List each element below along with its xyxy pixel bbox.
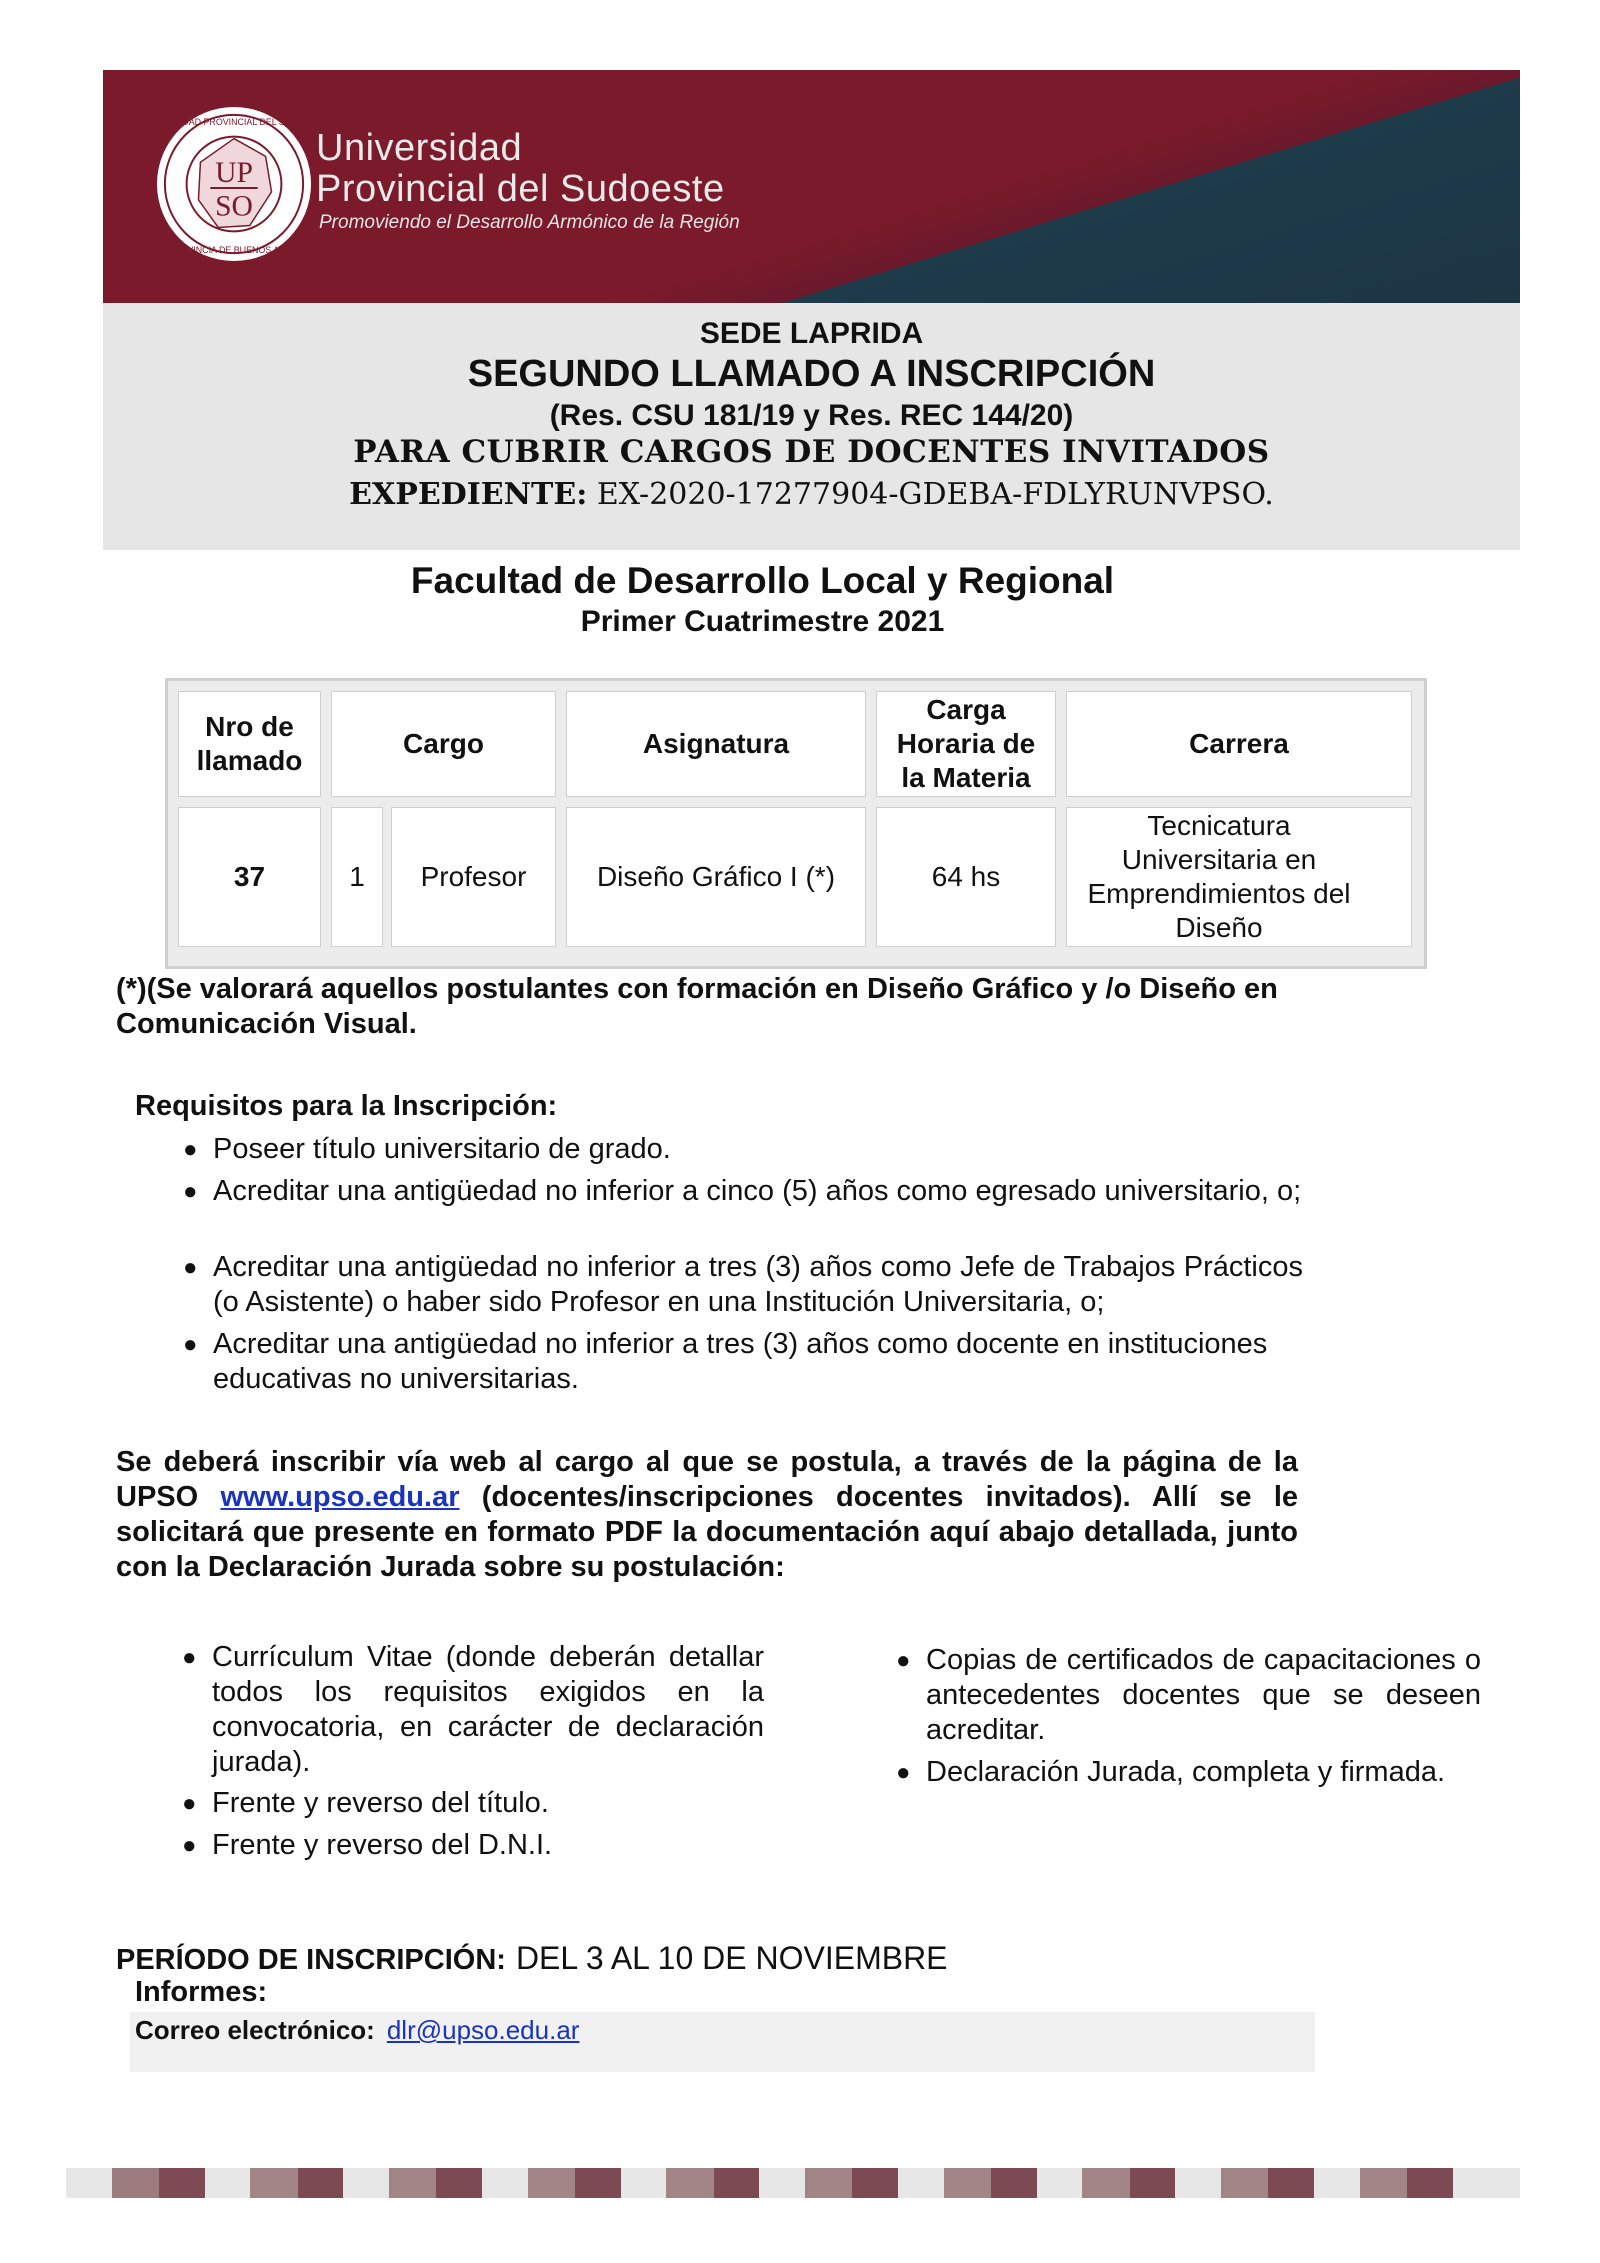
call-title-box (103, 303, 1520, 550)
header-carrera: Carrera (1066, 691, 1412, 797)
svg-text:UP: UP (215, 157, 253, 190)
cell-cargo: Profesor (391, 807, 556, 947)
document-item: ● Declaración Jurada, completa y firmada. (896, 1756, 1446, 1788)
email-link[interactable]: dlr@upso.edu.ar (386, 2015, 580, 2045)
positions-table (165, 678, 1427, 969)
svg-text:UNIVERSIDAD PROVINCIAL DEL SUD: UNIVERSIDAD PROVINCIAL DEL SUDOESTE (140, 116, 328, 127)
contact-email-line (135, 2015, 579, 2046)
registration-instructions: Se deberá inscribir vía web al cargo al que se postula, a través de la página de la UPSO www.upso.edu.ar (docentes/inscripciones docentes invitados). Allí se le solicitará que presente en formato PDF la documentación aquí abajo detallada, junto con la Declaración Jurada sobre su postulación: (116, 1446, 1299, 1583)
header-cargo: Cargo (331, 691, 556, 797)
document-item: ● Frente y reverso del D.N.I. (182, 1829, 553, 1861)
requirements-title: Requisitos para la Inscripción: (135, 1090, 558, 1122)
svg-text:SO: SO (215, 190, 253, 223)
sede-heading: SEDE LAPRIDA (699, 317, 924, 350)
registration-period (116, 1940, 948, 1977)
university-seal-logo (140, 105, 328, 263)
expediente-value: EX-2020-17277904-GDEBA-FDLYRUNVPSO. (587, 477, 1274, 512)
requirement-item: ● Acreditar una antigüedad no inferior a cinco (5) años como egresado universitario, o; (183, 1175, 1302, 1207)
table-footnote: (*)(Se valorará aquellos postulantes con formación en Diseño Gráfico y /o Diseño en Comunicación Visual. (116, 973, 1278, 1040)
document-item: ● Frente y reverso del título. (182, 1787, 549, 1819)
header-carga-horaria: Carga Horaria de la Materia (876, 691, 1056, 797)
requirement-item: ● Acreditar una antigüedad no inferior a tres (3) años como docente en instituciones educativas no universitarias. (183, 1328, 1268, 1395)
period-label: PERÍODO DE INSCRIPCIÓN: (116, 1944, 506, 1976)
resolution-reference: (Res. CSU 181/19 y Res. REC 144/20) (549, 399, 1074, 432)
llamado-heading: SEGUNDO LLAMADO A INSCRIPCIÓN (467, 353, 1156, 395)
cell-carrera: Tecnicatura Universitaria en Emprendimientos del Diseño (1066, 807, 1412, 947)
email-label: Correo electrónico: (135, 2015, 375, 2045)
cell-nro: 37 (178, 807, 321, 947)
purpose-heading: PARA CUBRIR CARGOS DE DOCENTES INVITADOS (353, 434, 1270, 470)
document-item: ● Copias de certificados de capacitaciones o antecedentes docentes que se deseen acreditar. (896, 1644, 1481, 1746)
footer-decorative-bar (66, 2168, 1520, 2198)
university-name-line2: Provincial del Sudoeste (316, 168, 725, 210)
expediente-line (103, 477, 1520, 512)
svg-text:PROVINCIA DE BUENOS AIRES: PROVINCIA DE BUENOS AIRES (168, 245, 300, 256)
informes-title: Informes: (135, 1976, 268, 2008)
period-value: DEL 3 AL 10 DE NOVIEMBRE (515, 1940, 948, 1976)
cell-cantidad: 1 (331, 807, 383, 947)
university-tagline: Promoviendo el Desarrollo Armónico de la Región (319, 212, 740, 233)
header-banner (103, 70, 1520, 303)
document-item: ● Currículum Vitae (donde deberán detallar todos los requisitos exigidos en la convocatoria, en carácter de declaración jurada). (182, 1641, 764, 1778)
term-subtitle: Primer Cuatrimestre 2021 (580, 605, 945, 638)
expediente-label: EXPEDIENTE: (349, 477, 588, 512)
cell-carga-horaria: 64 hs (876, 807, 1056, 947)
header-asignatura: Asignatura (566, 691, 866, 797)
upso-website-link[interactable]: www.upso.edu.ar (220, 1481, 460, 1513)
cell-asignatura: Diseño Gráfico I (*) (566, 807, 866, 947)
requirement-item: ● Poseer título universitario de grado. (183, 1133, 671, 1165)
faculty-title: Facultad de Desarrollo Local y Regional (410, 560, 1115, 601)
header-nro: Nro de llamado (178, 691, 321, 797)
requirement-item: ● Acreditar una antigüedad no inferior a tres (3) años como Jefe de Trabajos Prácticos (o Asistente) o haber sido Profesor en una Institución Universitaria, o; (183, 1251, 1303, 1318)
university-name-line1: Universidad (316, 127, 523, 169)
